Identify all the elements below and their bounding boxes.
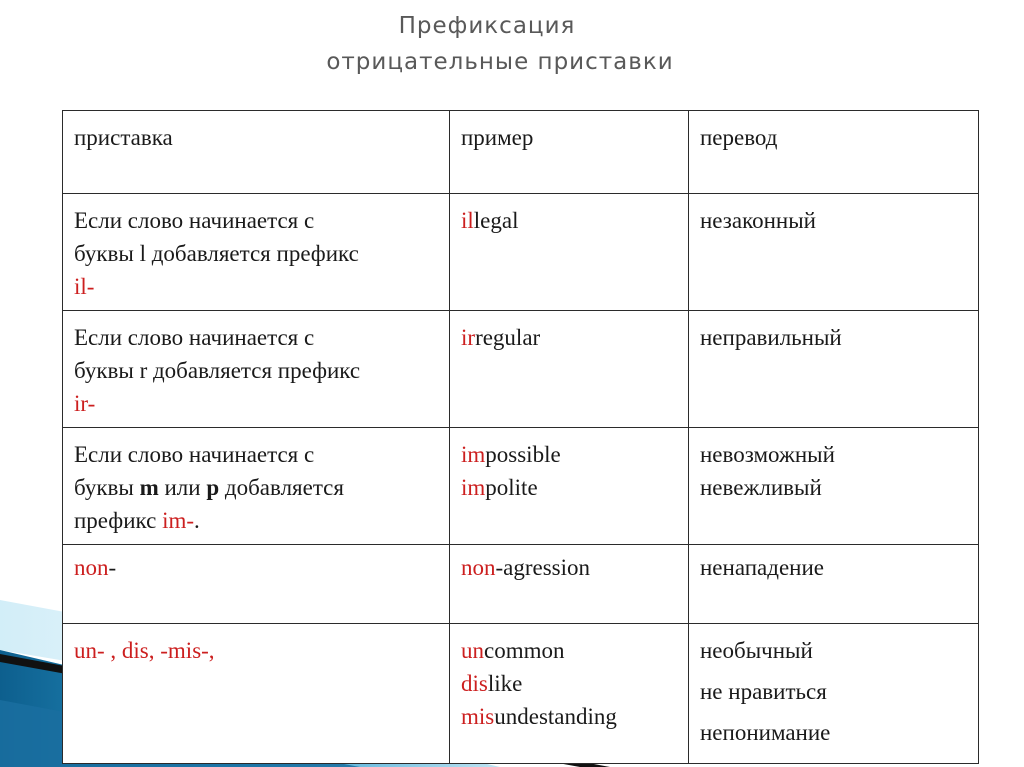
slide-title xyxy=(0,8,1000,80)
example-word xyxy=(461,321,678,354)
rule-text: буквы r добавляется префикс xyxy=(74,358,361,383)
header-translation: перевод xyxy=(689,111,979,194)
translation-text: невозможный xyxy=(700,442,835,467)
rule-text xyxy=(74,504,439,537)
translation-text: невежливый xyxy=(700,475,822,500)
example-rest: like xyxy=(487,671,523,696)
rule-cell xyxy=(63,545,450,624)
example-word xyxy=(461,471,678,504)
example-cell xyxy=(450,311,689,428)
example-word xyxy=(461,634,678,667)
example-rest: possible xyxy=(485,442,561,467)
example-prefix: mis xyxy=(461,704,495,729)
example-cell xyxy=(450,545,689,624)
example-prefix: dis xyxy=(461,671,488,696)
example-rest: common xyxy=(484,638,565,663)
letter-m: m xyxy=(139,475,159,500)
table-row xyxy=(63,311,979,428)
translation-text: непонимание xyxy=(700,720,831,745)
translation-text: неправильный xyxy=(700,325,842,350)
rule-cell xyxy=(63,194,450,311)
rule-text: буквы l добавляется префикс xyxy=(74,241,359,266)
translation-text: ненападение xyxy=(700,555,824,580)
rule-fragment: буквы xyxy=(74,475,140,500)
rule-prefix: non xyxy=(74,555,109,580)
rule-cell xyxy=(63,624,450,764)
example-word xyxy=(461,700,678,733)
rule-prefix: im- xyxy=(162,508,195,533)
table-row xyxy=(63,428,979,545)
example-word xyxy=(461,667,678,700)
example-prefix: ir xyxy=(461,325,476,350)
table-row xyxy=(63,194,979,311)
rule-text xyxy=(74,551,439,584)
title-line-2: отрицательные приставки xyxy=(326,49,674,75)
rule-fragment: - xyxy=(108,555,117,580)
table-header-row xyxy=(63,111,979,194)
translation-cell xyxy=(689,545,979,624)
rule-text xyxy=(74,471,439,504)
example-rest: -agression xyxy=(495,555,591,580)
example-cell xyxy=(450,624,689,764)
rule-text: Если слово начинается с xyxy=(74,442,315,467)
translation-text: необычный xyxy=(700,638,813,663)
example-prefix: non xyxy=(461,555,496,580)
rule-prefix: il- xyxy=(74,274,95,299)
title-line-1: Префиксация xyxy=(398,13,576,39)
example-word xyxy=(461,438,678,471)
table-row xyxy=(63,545,979,624)
example-cell xyxy=(450,428,689,545)
example-rest: polite xyxy=(485,475,538,500)
example-rest: legal xyxy=(473,208,519,233)
example-word xyxy=(461,204,678,237)
rule-text: Если слово начинается с xyxy=(74,208,315,233)
rule-cell xyxy=(63,428,450,545)
translation-cell xyxy=(689,194,979,311)
rule-fragment: или xyxy=(158,475,207,500)
rule-prefix: un- , dis, -mis-, xyxy=(74,638,215,663)
translation-cell xyxy=(689,624,979,764)
example-rest: regular xyxy=(475,325,541,350)
example-word xyxy=(461,551,678,584)
rule-cell xyxy=(63,311,450,428)
example-prefix: im xyxy=(461,442,486,467)
header-example: пример xyxy=(450,111,689,194)
rule-text: Если слово начинается с xyxy=(74,325,315,350)
example-prefix: il xyxy=(461,208,474,233)
translation-text: не нравиться xyxy=(700,679,827,704)
rule-fragment: префикс xyxy=(74,508,163,533)
example-cell xyxy=(450,194,689,311)
table-row xyxy=(63,624,979,764)
translation-cell xyxy=(689,428,979,545)
prefix-table xyxy=(62,110,979,764)
rule-prefix: ir- xyxy=(74,391,96,416)
letter-p: p xyxy=(206,475,220,500)
example-rest: undestanding xyxy=(494,704,617,729)
translation-cell xyxy=(689,311,979,428)
example-prefix: im xyxy=(461,475,486,500)
example-prefix: un xyxy=(461,638,484,663)
rule-fragment: добавляется xyxy=(219,475,344,500)
rule-fragment: . xyxy=(194,508,200,533)
header-prefix: приставка xyxy=(63,111,450,194)
translation-text: незаконный xyxy=(700,208,816,233)
